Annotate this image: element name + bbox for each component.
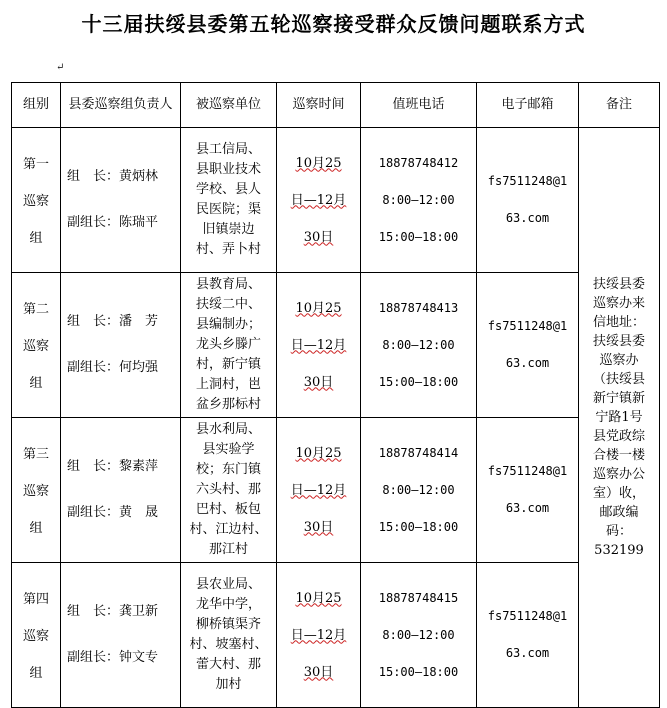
cell-text-line: fs7511248@1	[487, 464, 568, 478]
leader-name: 组 长：黎素萍	[67, 459, 159, 474]
cell-text-line: 63.com	[505, 356, 550, 370]
cell-text-line: 15:00—18:00	[378, 374, 459, 389]
cell-text-line: 上洞村，岜	[195, 377, 261, 392]
cell-text-line: 村、江边村、	[189, 522, 268, 537]
cell-text-line: 30日	[303, 374, 334, 390]
cell-text-line: 18878748414	[378, 445, 459, 460]
cell-text-line: 村、弄卜村	[195, 242, 261, 257]
cell-text-line: 学校、县人	[195, 182, 261, 197]
cell-text-line: 巡察办公	[592, 467, 645, 482]
cell-text-line: 新宁镇新	[592, 391, 645, 406]
cell-text-line: 10月25	[295, 590, 342, 606]
cell-text-line: 日—12月	[290, 337, 347, 353]
leader-name: 组 长：龚卫新	[67, 604, 159, 619]
header-email: 电子邮箱	[477, 83, 579, 128]
cell-text-line: 信地址：	[592, 315, 645, 330]
email-cell	[477, 418, 579, 563]
cell-text-line: 宁路1号	[595, 410, 643, 425]
cell-text-line: 村、坡塞村、	[189, 637, 268, 652]
header-leader: 县委巡察组负责人	[61, 83, 181, 128]
cell-text-line: 532199	[594, 543, 644, 558]
cell-text-line: 巡察	[22, 338, 49, 354]
cell-text-line: 15:00—18:00	[378, 229, 459, 244]
cell-text-line: 巡察办	[599, 353, 639, 368]
group-cell	[12, 418, 61, 563]
cell-text-line: 巡察办来	[592, 296, 645, 311]
email-cell	[477, 563, 579, 708]
deputy-name: 副组长：陈瑞平	[67, 215, 159, 230]
cell-text-line: 龙华中学，	[195, 597, 261, 612]
header-note: 备注	[579, 83, 660, 128]
cell-text-line: 巴村、板包	[195, 502, 261, 517]
cell-text-line: 盆乡那标村	[195, 397, 261, 412]
unit-cell	[181, 273, 277, 418]
header-phone: 值班电话	[361, 83, 477, 128]
leader-cell	[61, 128, 181, 273]
cell-text-line: 县编制办；	[195, 317, 261, 332]
cell-text-line: 8:00—12:00	[382, 627, 455, 642]
unit-cell	[181, 563, 277, 708]
cell-text-line: 18878748413	[378, 300, 459, 315]
header-unit: 被巡察单位	[181, 83, 277, 128]
cell-text-line: fs7511248@1	[487, 609, 568, 623]
cell-text-line: 第二	[22, 301, 49, 317]
page-title: 十三届扶绥县委第五轮巡察接受群众反馈问题联系方式	[81, 12, 586, 36]
cell-text-line: 县水利局、	[195, 422, 261, 437]
cell-text-line: 巡察	[22, 628, 49, 644]
group-cell	[12, 128, 61, 273]
cell-text-line: 扶绥县委	[592, 277, 645, 292]
unit-cell	[181, 418, 277, 563]
deputy-name: 副组长：黄 晟	[67, 505, 159, 520]
table-row	[12, 418, 660, 563]
leader-name: 组 长：潘 芳	[67, 314, 159, 329]
cell-text-line: 旧镇崇边	[202, 222, 255, 237]
time-cell	[277, 563, 361, 708]
cell-text-line: 组	[29, 520, 43, 536]
time-cell	[277, 418, 361, 563]
note-cell	[579, 128, 660, 708]
group-cell	[12, 273, 61, 418]
deputy-name: 副组长：何均强	[67, 360, 159, 375]
cell-text-line: 30日	[303, 519, 334, 535]
cell-text-line: 日—12月	[290, 627, 347, 643]
cell-text-line: 63.com	[505, 501, 550, 515]
cell-text-line: 第一	[22, 156, 49, 172]
time-cell	[277, 273, 361, 418]
cell-text-line: fs7511248@1	[487, 174, 568, 188]
cell-text-line: 第三	[22, 446, 49, 462]
cell-text-line: 8:00—12:00	[382, 337, 455, 352]
cell-text-line: 县党政综	[592, 429, 645, 444]
table-row	[12, 128, 660, 273]
phone-cell	[361, 563, 477, 708]
leader-cell	[61, 273, 181, 418]
cell-text-line: 合楼一楼	[592, 448, 645, 463]
phone-cell	[361, 128, 477, 273]
cell-text-line: 龙头乡滕广	[195, 337, 261, 352]
cell-text-line: 63.com	[505, 211, 550, 225]
cell-text-line: 室）收，	[592, 486, 645, 501]
cell-text-line: 扶绥二中、	[195, 297, 261, 312]
cell-text-line: 8:00—12:00	[382, 192, 455, 207]
cell-text-line: 柳桥镇渠齐	[195, 617, 261, 632]
cell-text-line: 那江村	[208, 542, 248, 557]
paragraph-mark-icon: ↵	[56, 62, 65, 73]
cell-text-line: 六头村、那	[195, 482, 261, 497]
table-row	[12, 563, 660, 708]
cell-text-line: （扶绥县	[592, 372, 645, 387]
cell-text-line: 日—12月	[290, 192, 347, 208]
deputy-name: 副组长：钟文专	[67, 650, 159, 665]
cell-text-line: 县教育局、	[195, 277, 261, 292]
header-group: 组别	[12, 83, 61, 128]
cell-text-line: 巡察	[22, 483, 49, 499]
leader-cell	[61, 563, 181, 708]
cell-text-line: 日—12月	[290, 482, 347, 498]
cell-text-line: 村，新宁镇	[195, 357, 261, 372]
cell-text-line: 10月25	[295, 445, 342, 461]
cell-text-line: fs7511248@1	[487, 319, 568, 333]
leader-name: 组 长：黄炳林	[67, 169, 159, 184]
cell-text-line: 组	[29, 375, 43, 391]
cell-text-line: 扶绥县委	[592, 334, 645, 349]
cell-text-line: 校；东门镇	[195, 462, 261, 477]
cell-text-line: 蕾大村、那	[195, 657, 261, 672]
cell-text-line: 码：	[605, 524, 632, 539]
header-time: 巡察时间	[277, 83, 361, 128]
cell-text-line: 组	[29, 230, 43, 246]
cell-text-line: 县工信局、	[195, 142, 261, 157]
cell-text-line: 县农业局、	[195, 577, 261, 592]
phone-cell	[361, 418, 477, 563]
group-cell	[12, 563, 61, 708]
phone-cell	[361, 273, 477, 418]
leader-cell	[61, 418, 181, 563]
cell-text-line: 18878748415	[378, 590, 459, 605]
cell-text-line: 15:00—18:00	[378, 519, 459, 534]
cell-text-line: 30日	[303, 229, 334, 245]
table-row	[12, 273, 660, 418]
unit-cell	[181, 128, 277, 273]
cell-text-line: 县职业技术	[195, 162, 261, 177]
cell-text-line: 10月25	[295, 155, 342, 171]
cell-text-line: 10月25	[295, 300, 342, 316]
cell-text-line: 8:00—12:00	[382, 482, 455, 497]
cell-text-line: 巡察	[22, 193, 49, 209]
cell-text-line: 邮政编	[599, 505, 639, 520]
contact-table	[11, 82, 660, 708]
email-cell	[477, 128, 579, 273]
time-cell	[277, 128, 361, 273]
cell-text-line: 第四	[22, 591, 49, 607]
email-cell	[477, 273, 579, 418]
cell-text-line: 15:00—18:00	[378, 664, 459, 679]
table-header-row	[12, 83, 660, 128]
cell-text-line: 民医院；渠	[195, 202, 261, 217]
cell-text-line: 组	[29, 665, 43, 681]
cell-text-line: 63.com	[505, 646, 550, 660]
cell-text-line: 30日	[303, 664, 334, 680]
cell-text-line: 18878748412	[378, 155, 459, 170]
cell-text-line: 县实验学	[202, 442, 255, 457]
cell-text-line: 加村	[215, 677, 242, 692]
